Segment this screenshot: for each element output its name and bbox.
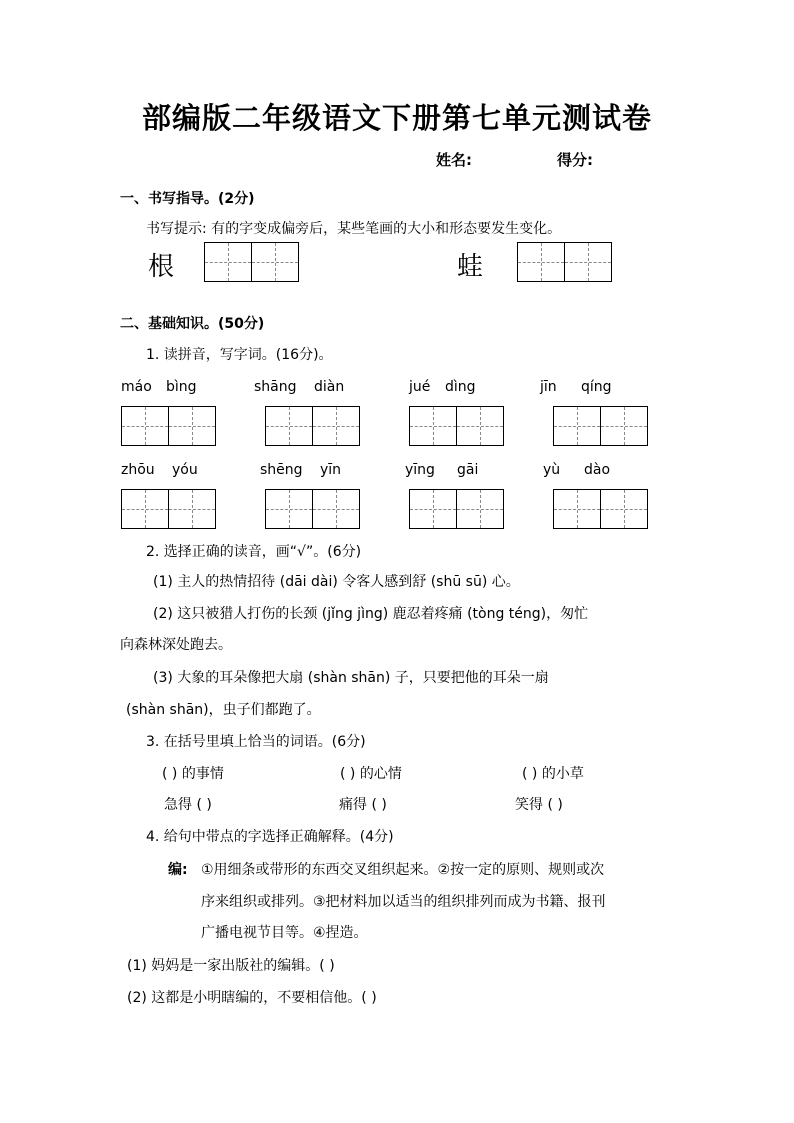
section1-heading: 一、书写指导。(2分) <box>120 191 255 207</box>
answer-grid[interactable] <box>409 406 504 446</box>
q2-item3-line1: (3) 大象的耳朵像把大扇 (shàn shān) 子，只要把他的耳朵一扇 <box>153 670 549 686</box>
writing-grid[interactable] <box>204 242 299 282</box>
pinyin: yīng <box>405 462 435 478</box>
q4-def-line1: ①用细条或带形的东西交叉组织起来。②按一定的原则、规则或次 <box>201 862 605 878</box>
q1-title: 1. 读拼音，写字词。(16分)。 <box>146 347 333 363</box>
pinyin: gāi <box>457 462 479 478</box>
q4-def-line3: 广播电视节目等。④捏造。 <box>201 925 368 941</box>
q2-title: 2. 选择正确的读音，画“√”。(6分) <box>146 544 362 560</box>
name-label: 姓名: <box>436 151 472 169</box>
q4-def-line2: 序来组织或排列。③把材料加以适当的组织排列而成为书籍、报刊 <box>201 894 606 910</box>
pinyin: dào <box>584 462 611 478</box>
q4-item1: (1) 妈妈是一家出版社的编辑。( ) <box>127 958 335 974</box>
section2-heading: 二、基础知识。(50分) <box>120 316 265 332</box>
q3-blank[interactable]: ( ) 的事情 <box>162 766 224 782</box>
pinyin: jué <box>409 379 431 395</box>
writing-hint: 书写提示: 有的字变成偏旁后，某些笔画的大小和形态要发生变化。 <box>146 221 562 237</box>
q4-item2: (2) 这都是小明瞎编的，不要相信他。( ) <box>127 990 377 1006</box>
pinyin: bìng <box>166 379 197 395</box>
q2-item2-line1: (2) 这只被猎人打伤的长颈 (jǐng jìng) 鹿忍着疼痛 (tòng téng)，匆忙 <box>153 606 589 622</box>
answer-grid[interactable] <box>265 489 360 529</box>
score-label: 得分: <box>557 151 593 169</box>
q3-blank[interactable]: ( ) 的心情 <box>340 766 402 782</box>
q2-item2-line2: 向森林深处跑去。 <box>120 637 232 653</box>
pinyin: yù <box>543 462 561 478</box>
pinyin: yīn <box>320 462 342 478</box>
q3-blank[interactable]: 痛得 ( ) <box>339 797 387 813</box>
q3-blank[interactable]: ( ) 的小草 <box>522 766 584 782</box>
q3-blank[interactable]: 急得 ( ) <box>164 797 212 813</box>
q3-blank[interactable]: 笑得 ( ) <box>515 797 563 813</box>
pinyin: diàn <box>314 379 345 395</box>
pinyin: dìng <box>445 379 476 395</box>
example-char-wa: 蛙 <box>457 252 484 282</box>
example-char-gen: 根 <box>148 252 175 282</box>
writing-grid[interactable] <box>517 242 612 282</box>
page-title: 部编版二年级语文下册第七单元测试卷 <box>141 101 652 135</box>
answer-grid[interactable] <box>121 489 216 529</box>
q4-keyword: 编: <box>168 862 188 878</box>
q2-item3-line2: (shàn shān)，虫子们都跑了。 <box>126 702 321 718</box>
q2-item1: (1) 主人的热情招待 (dāi dài) 令客人感到舒 (shū sū) 心。 <box>153 574 520 590</box>
pinyin: shāng <box>254 379 297 395</box>
answer-grid[interactable] <box>265 406 360 446</box>
answer-grid[interactable] <box>409 489 504 529</box>
pinyin: máo <box>121 379 152 395</box>
pinyin: zhōu <box>121 462 155 478</box>
pinyin: jīn <box>540 379 557 395</box>
q4-title: 4. 给句中带点的字选择正确解释。(4分) <box>146 829 394 845</box>
answer-grid[interactable] <box>553 489 648 529</box>
q3-title: 3. 在括号里填上恰当的词语。(6分) <box>146 734 366 750</box>
answer-grid[interactable] <box>553 406 648 446</box>
pinyin: yóu <box>172 462 198 478</box>
pinyin: shēng <box>260 462 303 478</box>
pinyin: qíng <box>581 379 612 395</box>
answer-grid[interactable] <box>121 406 216 446</box>
